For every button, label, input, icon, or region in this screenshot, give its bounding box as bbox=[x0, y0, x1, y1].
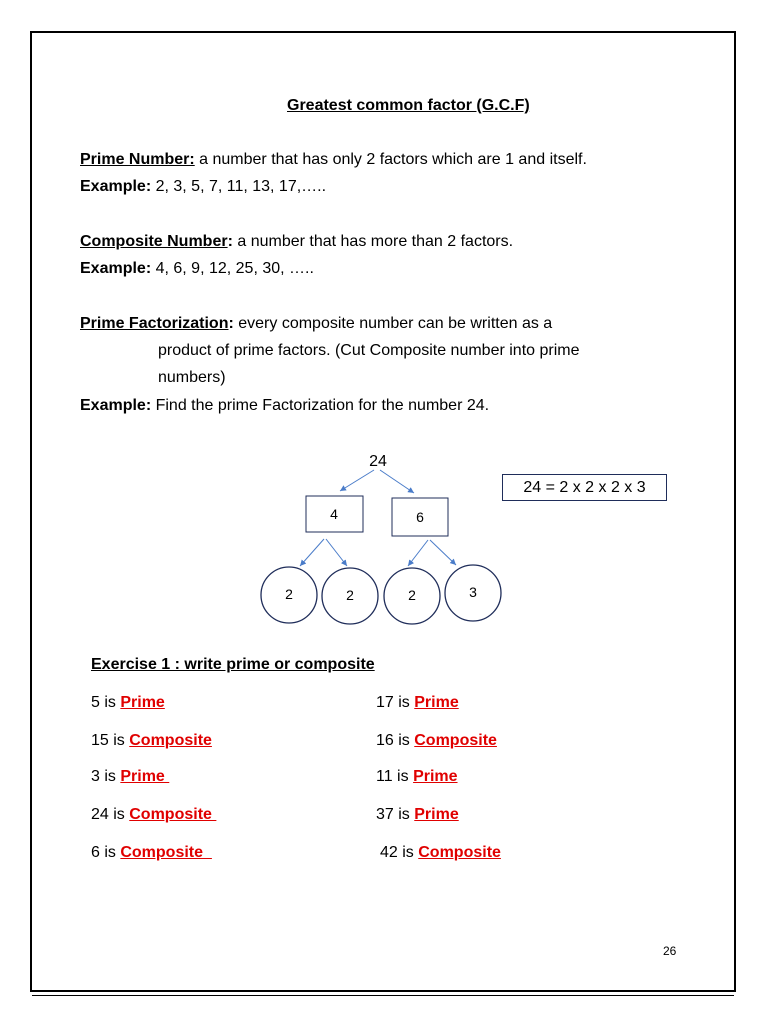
tree-arrow bbox=[300, 539, 324, 566]
exercise-item bbox=[91, 844, 212, 862]
exercise-answer: Composite bbox=[129, 806, 217, 823]
prime-example bbox=[80, 178, 326, 196]
tree-root: 24 bbox=[369, 453, 387, 470]
page-title: Greatest common factor (G.C.F) bbox=[287, 97, 530, 114]
exercise-answer: Composite bbox=[129, 732, 212, 749]
exercise-answer: Prime bbox=[414, 694, 459, 711]
factorization-example bbox=[80, 397, 489, 415]
exercise-answer: Composite bbox=[418, 844, 501, 861]
exercise-answer: Composite bbox=[120, 844, 212, 861]
exercise-question: 6 is bbox=[91, 844, 121, 861]
tree-node-4: 4 bbox=[330, 506, 338, 522]
tree-node-6: 6 bbox=[416, 509, 424, 525]
exercise-question: 42 is bbox=[380, 844, 419, 861]
exercise-question: 15 is bbox=[91, 732, 130, 749]
prime-term: Prime Number: bbox=[80, 151, 195, 168]
composite-example bbox=[80, 260, 314, 278]
factorization-example-text: Find the prime Factorization for the number 24. bbox=[151, 397, 490, 414]
prime-definition-text: a number that has only 2 factors which are 1 and itself. bbox=[194, 151, 587, 168]
tree-arrow bbox=[408, 540, 428, 566]
factor-tree bbox=[250, 445, 520, 635]
exercise-answer: Composite bbox=[414, 732, 497, 749]
prime-example-label: Example: bbox=[80, 178, 152, 195]
exercise-item bbox=[91, 732, 212, 750]
composite-term: Composite Number bbox=[80, 233, 228, 250]
tree-leaf: 2 bbox=[408, 587, 416, 603]
exercise-item bbox=[376, 694, 459, 712]
exercise-item bbox=[376, 732, 497, 750]
exercise-item bbox=[91, 768, 169, 786]
tree-leaf: 2 bbox=[346, 587, 354, 603]
exercise-answer: Prime bbox=[414, 806, 459, 823]
composite-example-text: 4, 6, 9, 12, 25, 30, ….. bbox=[151, 260, 314, 277]
exercise-question: 24 is bbox=[91, 806, 130, 823]
exercise-question: 5 is bbox=[91, 694, 121, 711]
exercise-item bbox=[380, 844, 501, 862]
exercise-heading: Exercise 1 : write prime or composite bbox=[91, 656, 375, 673]
exercise-item bbox=[91, 806, 216, 824]
exercise-answer: Prime bbox=[120, 768, 170, 785]
factorization-example-label: Example: bbox=[80, 397, 152, 414]
tree-arrow bbox=[326, 539, 347, 566]
tree-arrow bbox=[430, 540, 456, 565]
tree-leaf: 2 bbox=[285, 586, 293, 602]
factorization-colon: : bbox=[228, 315, 234, 332]
factorization-definition-line2: product of prime factors. (Cut Composite number into prime bbox=[158, 342, 580, 359]
factorization-definition bbox=[80, 315, 552, 333]
exercise-question: 16 is bbox=[376, 732, 415, 749]
factorization-result: 24 = 2 x 2 x 2 x 3 bbox=[502, 474, 667, 501]
tree-arrow bbox=[340, 470, 374, 491]
tree-leaf: 3 bbox=[469, 584, 477, 600]
exercise-answer: Prime bbox=[120, 694, 165, 711]
exercise-question: 3 is bbox=[91, 768, 121, 785]
page-number: 26 bbox=[663, 944, 677, 958]
exercise-item bbox=[376, 806, 459, 824]
exercise-question: 37 is bbox=[376, 806, 415, 823]
factorization-definition-line3: numbers) bbox=[158, 369, 226, 386]
composite-definition bbox=[80, 233, 513, 251]
exercise-question: 11 is bbox=[376, 768, 414, 785]
prime-definition bbox=[80, 151, 587, 169]
factorization-definition-line1: every composite number can be written as a bbox=[233, 315, 553, 332]
prime-example-text: 2, 3, 5, 7, 11, 13, 17,….. bbox=[151, 178, 327, 195]
exercise-answer: Prime bbox=[413, 768, 458, 785]
exercise-item bbox=[376, 768, 458, 786]
composite-colon: : bbox=[227, 233, 233, 250]
factorization-term: Prime Factorization bbox=[80, 315, 229, 332]
tree-arrow bbox=[380, 470, 414, 493]
exercise-item bbox=[91, 694, 165, 712]
composite-definition-text: a number that has more than 2 factors. bbox=[232, 233, 514, 250]
composite-example-label: Example: bbox=[80, 260, 152, 277]
exercise-question: 17 is bbox=[376, 694, 415, 711]
